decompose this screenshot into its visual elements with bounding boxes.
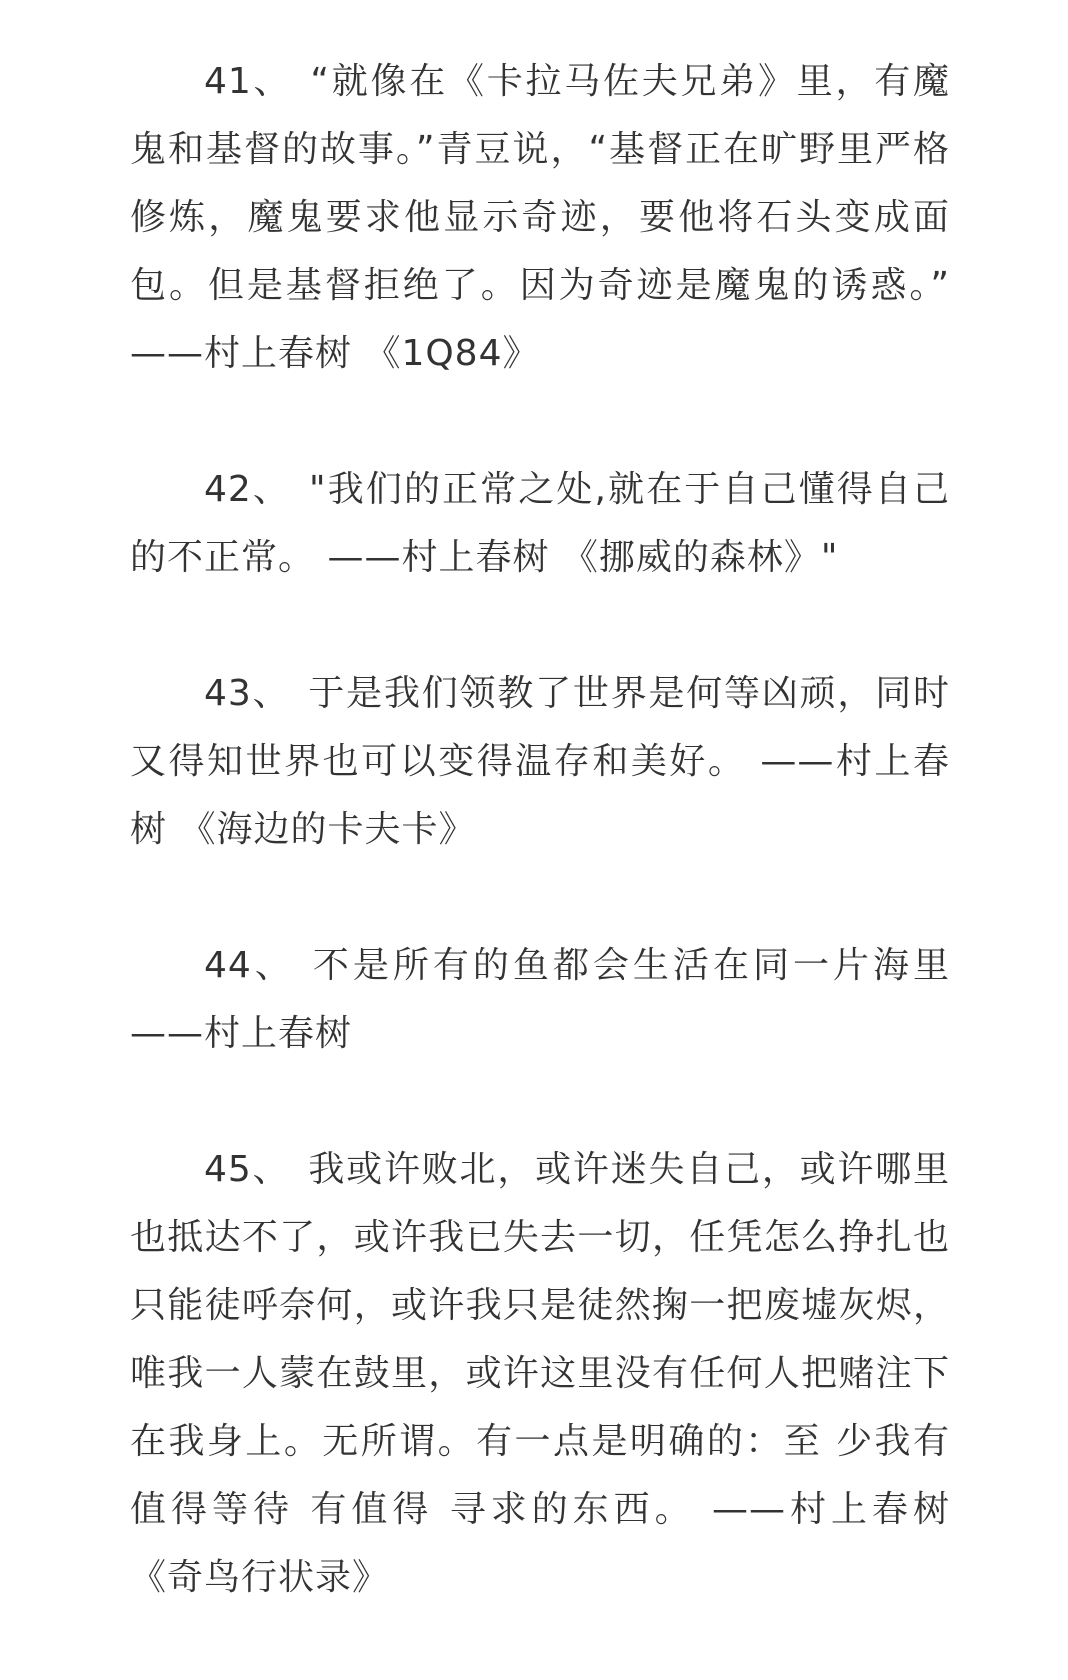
- quote-number: 42、: [204, 469, 292, 510]
- quote-45: [130, 1136, 950, 1612]
- quote-text: "我们的正常之处,就在于自己懂得自己的不正常。 ——村上春树 《挪威的森林》": [130, 469, 950, 578]
- quote-41: [130, 48, 950, 388]
- quote-42: [130, 456, 950, 592]
- quote-number: 44、: [204, 945, 295, 986]
- quote-43: [130, 660, 950, 864]
- quote-44: [130, 932, 950, 1068]
- quote-text: 我或许败北，或许迷失自己，或许哪里也抵达不了，或许我已失去一切，任凭怎么挣扎也只能徒呼奈何，或许我只是徒然掬一把废墟灰烬，唯我一人蒙在鼓里，或许这里没有任何人把赌注下在我身上。无所谓。有一点是明确的：至 少我有值得等待 有值得 寻求的东西。 ——村上春树 《奇鸟行状录》: [130, 1149, 950, 1598]
- quote-number: 43、: [204, 673, 291, 714]
- article-body: [130, 48, 950, 1612]
- quote-text: 不是所有的鱼都会生活在同一片海里 ——村上春树: [130, 945, 950, 1054]
- quote-number: 45、: [204, 1149, 291, 1190]
- quote-number: 41、: [204, 61, 293, 102]
- quote-text: 于是我们领教了世界是何等凶顽，同时又得知世界也可以变得温存和美好。 ——村上春树 《海边的卡夫卡》: [130, 673, 950, 850]
- quote-text: “就像在《卡拉马佐夫兄弟》里，有魔鬼和基督的故事。”青豆说，“基督正在旷野里严格修炼，魔鬼要求他显示奇迹，要他将石头变成面包。但是基督拒绝了。因为奇迹是魔鬼的诱惑。” ——村上春树 《1Q84》: [130, 61, 950, 374]
